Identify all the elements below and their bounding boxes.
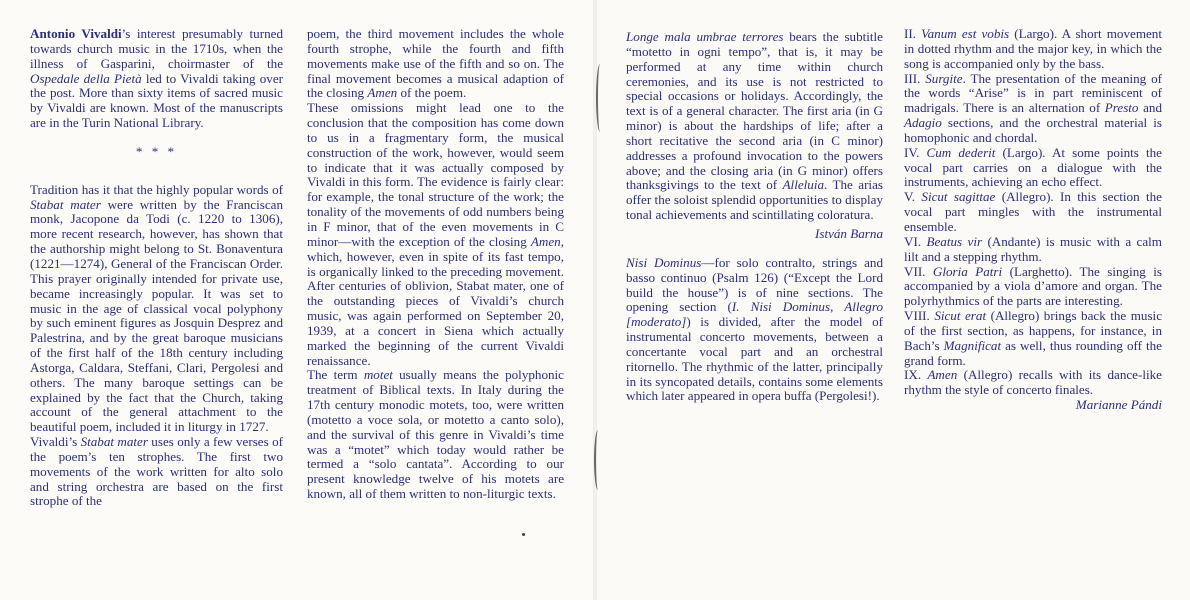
movements-paragraph: poem, the third movement includes the whole fourth strophe, while the fourth and fifth movements make use of the fifth and so on. The final movement becomes a musical adaption of the closing Amen of the poem. xyxy=(307,26,564,101)
section-divider: * * * xyxy=(135,143,178,159)
stabat-mater-verses-paragraph: Vivaldi’s Stabat mater uses only a few verses of the poem’s ten strophes. The first two movements of the work written for alto solo and string orchestra are based on the first strophe of the xyxy=(30,434,283,509)
section-vii: VII. Gloria Patri (Larghetto). The singing is accompanied by a viola d’amore and organ. The polyrhythmics of the parts are interesting. xyxy=(904,263,1162,309)
column-2 xyxy=(307,27,564,502)
staple-mark-bottom xyxy=(594,430,602,490)
nisi-dominus-paragraph: Nisi Dominus—for solo contralto, strings and basso continuo (Psalm 126) (“Except the Lord build the house”) is of nine sections. The opening section (I. Nisi Dominus, Allegro [moderato]) is divided, after the model of instrumental concerto movements, between a concertante vocal part and an orchestral ritornello. The rhythmic of the latter, principally in its syncopated details, contains some elements which later appeared in opera buffa (Pergolesi!). xyxy=(626,254,884,404)
column-3 xyxy=(626,30,883,404)
motet-paragraph: The term motet usually means the polyphonic treatment of Biblical texts. In Italy during the 17th century monodic motets, too, were written (motetto a voce sola, or motetto a canto solo), and the survival of this genre in Vivaldi’s time was a “motet” which today would rather be termed a “solo cantata”. According to our present knowledge twelve of his motets are known, all of them written to non-liturgic texts. xyxy=(307,367,564,502)
stabat-mater-history-paragraph: Tradition has it that the highly popular words of Stabat mater were written by the Franciscan monk, Jacopone da Todi (c. 1220 to 1306), more recent research, however, has shown that the authorship might belong to St. Bonaventura (1221—1274), General of the Franciscan Order. This prayer originally intended for private use, became increasingly popular. It was set to music in the age of classical vocal polyphony by such eminent figures as Josquin Desprez and Palestrina, and by the great baroque musicians of the first half of the 18th century including Astorga, Caldara, Steffani, Clari, Pergolesi and others. The many baroque settings can be explained by the fact that the Church, taking account of the general attachment to the beautiful poem, included it in liturgy in 1727. xyxy=(30,181,283,435)
author-signature-2: Marianne Pándi xyxy=(1075,397,1162,413)
section-vi: VI. Beatus vir (Andante) is music with a calm lilt and a stepping rhythm. xyxy=(904,233,1162,264)
column-4 xyxy=(904,27,1162,413)
column-1 xyxy=(30,27,283,509)
print-speck xyxy=(522,533,525,536)
section-iii: III. Surgite. The presentation of the meaning of the words “Arise” is in part reminiscent of madrigals. There is an alternation of Presto and Adagio sections, and the orchestral material is homophonic and chordal. xyxy=(904,70,1162,145)
author-signature: István Barna xyxy=(814,225,883,241)
omissions-paragraph: These omissions might lead one to the conclusion that the composition has come down to us in a fragmentary form, the musical construction of the work, however, would seem to indicate that it was actually composed by Vivaldi in this form. The evidence is fairly clear: for example, the tonal structure of the work; the tonality of the movements of odd numbers being in F minor, that of the even movements in C minor—with the exception of the closing Amen, which, however, even in spite of its fast tempo, is organically linked to the preceding movement. After centuries of oblivion, Stabat mater, one of the outstanding pieces of Vivaldi’s church music, was again performed on September 20, 1939, at a concert in Siena which actually marked the beginning of the current Vivaldi renaissance. xyxy=(307,100,564,368)
section-ii: II. Vanum est vobis (Largo). A short movement in dotted rhythm and the major key, in which the song is accompanied only by the bass. xyxy=(904,26,1162,71)
intro-paragraph: Antonio Vivaldi’s interest presumably turned towards church music in the 1710s, when the illness of Gasparini, choirmaster of the Ospedale della Pietà led to Vivaldi taking over the post. More than sixty items of sacred music by Vivaldi are known. Most of the manuscripts are in the Turin National Library. xyxy=(30,26,283,131)
longe-mala-paragraph: Longe mala umbrae terrores bears the subtitle “motetto in ogni tempo”, that is, it may be performed at any time within church ceremonies, and its use is not restricted to special occasions or holidays. Accordingly, the text is of a general character. The first aria (in G minor) is about the hardships of life; after a short recitative the second aria (in C minor) addresses a profound invocation to the powers above; and the closing aria (in G minor) offers thanksgivings to the text of Alleluia. The arias offer the soloist splendid opportunities to display tonal achievements and scintillating coloratura. xyxy=(626,29,883,223)
section-v: V. Sicut sagittae (Allegro). In this section the vocal part mingles with the instrumental ensemble. xyxy=(904,189,1162,234)
section-ix: IX. Amen (Allegro) recalls with its dance-like rhythm the style of concerto finales. xyxy=(904,367,1162,398)
staple-mark-top xyxy=(596,64,604,132)
section-viii: VIII. Sicut erat (Allegro) brings back the music of the first section, as happens, for instance, in Bach’s Magnificat as well, thus rounding off the grand form. xyxy=(904,308,1163,368)
section-iv: IV. Cum dederit (Largo). At some points the vocal part carries on a dialogue with the instruments, achieving an echo effect. xyxy=(904,144,1162,190)
